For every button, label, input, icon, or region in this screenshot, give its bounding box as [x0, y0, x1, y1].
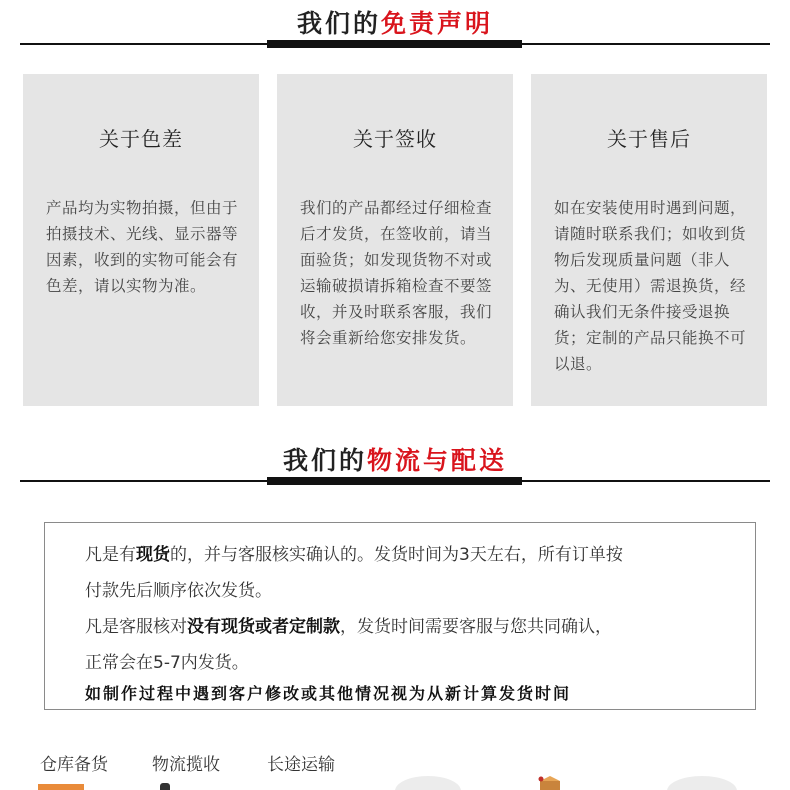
step-pickup: 物流揽收 [152, 755, 220, 775]
shipping-line-3-bold: 没有现货或者定制款 [187, 617, 340, 637]
disclaimer-title [0, 4, 790, 40]
logistics-divider-accent [267, 477, 522, 485]
shipping-line-1-bold: 现货 [136, 545, 170, 565]
card-title: 关于签收 [353, 127, 437, 151]
disclaimer-title-red: 免责声明 [381, 9, 494, 38]
shipping-line-3-pre: 凡是客服核对 [85, 617, 187, 637]
card-title: 关于售后 [607, 127, 691, 151]
shipping-line-5: 如制作过程中遇到客户修改或其他情况视为从新计算发货时间 [85, 684, 572, 703]
card-body: 我们的产品都经过仔细检查后才发货，在签收前，请当面验货；如发现货物不对或运输破损请拆箱检查不要签收，并及时联系客服，我们将会重新给您安排发货。 [300, 199, 493, 347]
shipping-info-box [44, 522, 756, 710]
card-signing [277, 74, 513, 406]
circle-icon-right [667, 776, 737, 790]
disclaimer-divider-accent [267, 40, 522, 48]
shipping-line-3 [85, 612, 612, 637]
shipping-line-4: 正常会在5-7内发货。 [85, 653, 249, 673]
card-title: 关于色差 [99, 127, 183, 151]
warehouse-box-icon [38, 784, 84, 790]
shipping-line-3-post: ，发货时间需要客服与您共同确认， [340, 617, 612, 637]
truck-icon [160, 783, 170, 790]
circle-icon-left [395, 776, 461, 790]
disclaimer-title-dark: 我们的 [296, 9, 381, 38]
logistics-title [0, 441, 790, 477]
shipping-line-1 [85, 540, 623, 565]
card-after-sales [531, 74, 767, 406]
shipping-line-1-pre: 凡是有 [85, 545, 136, 565]
step-transport: 长途运输 [267, 755, 335, 775]
card-color-difference [23, 74, 259, 406]
logistics-title-dark: 我们的 [282, 446, 367, 475]
step-warehouse: 仓库备货 [40, 755, 108, 775]
logistics-title-red: 物流与配送 [367, 446, 508, 475]
shipping-line-2: 付款先后顺序依次发货。 [85, 581, 272, 601]
card-body: 产品均为实物拍摄，但由于拍摄技术、光线、显示器等因素，收到的实物可能会有色差，请以实物为准。 [46, 199, 239, 295]
shipping-line-1-post: 的，并与客服核实确认的。发货时间为3天左右，所有订单按 [170, 545, 623, 565]
card-body: 如在安装使用时遇到问题，请随时联系我们；如收到货物后发现质量问题（非人为、无使用）需退换货，经确认我们无条件接受退换货；定制的产品只能换不可以退。 [554, 199, 747, 373]
package-icon [536, 775, 566, 790]
